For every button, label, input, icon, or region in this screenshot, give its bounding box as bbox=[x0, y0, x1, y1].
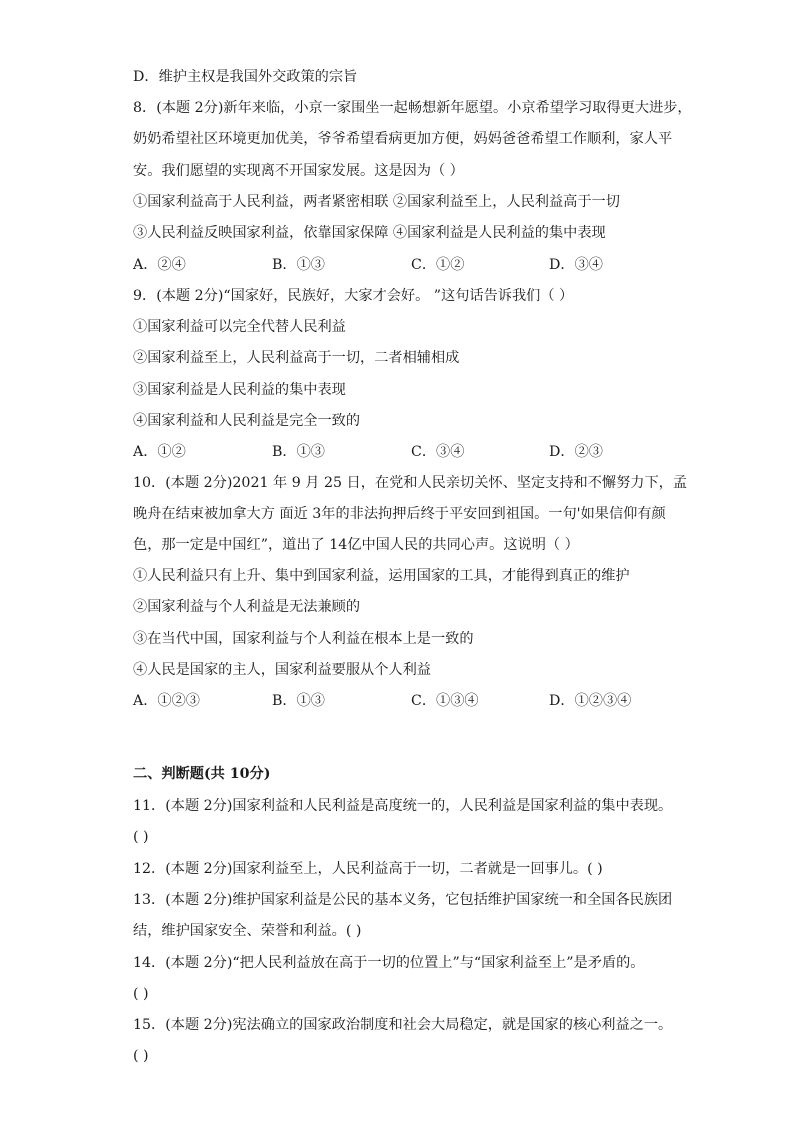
q8-stem-line-3: 安。我们愿望的实现离不开国家发展。这是因为（ ） bbox=[133, 163, 464, 179]
q10-option-b[interactable]: B．①③ bbox=[272, 693, 325, 709]
q9-options bbox=[133, 442, 673, 462]
q8-option-a[interactable]: A．②④ bbox=[133, 257, 186, 273]
q13-stem-line-2: 结，维护国家安全、荣誉和利益。( ) bbox=[133, 923, 362, 939]
section-heading-true-false: 二、判断题(共 10分) bbox=[133, 766, 271, 782]
q8-option-d[interactable]: D．③④ bbox=[549, 257, 603, 273]
q9-stem-line-1: 9．(本题 2分)“国家好，民族好，大家才会好。 ”这句话告诉我们（ ） bbox=[133, 288, 574, 304]
q13-stem-line-1: 13．(本题 2分)维护国家利益是公民的基本义务，它包括维护国家统一和全国各民族团 bbox=[133, 892, 673, 908]
q10-statement-1: ①人民利益只有上升、集中到国家利益，运用国家的工具，才能得到真正的维护 bbox=[133, 568, 630, 584]
q14-stem: 14．(本题 2分)“把人民利益放在高于一切的位置上”与“国家利益至上”是矛盾的。 bbox=[133, 955, 645, 971]
q10-option-a[interactable]: A．①②③ bbox=[133, 693, 200, 709]
q9-statement-2: ②国家利益至上，人民利益高于一切，二者相辅相成 bbox=[133, 350, 460, 366]
q9-statement-3: ③国家利益是人民利益的集中表现 bbox=[133, 382, 346, 398]
q8-statement-2: ③人民利益反映国家利益，依靠国家保障 ④国家利益是人民利益的集中表现 bbox=[133, 225, 606, 241]
q8-stem-line-1: 8．(本题 2分)新年来临，小京一家围坐一起畅想新年愿望。小京希望学习取得更大进步， bbox=[133, 100, 692, 116]
q10-option-c[interactable]: C．①③④ bbox=[411, 693, 479, 709]
q9-option-b[interactable]: B．①③ bbox=[272, 444, 325, 460]
q10-options bbox=[133, 691, 673, 711]
q9-option-d[interactable]: D．②③ bbox=[549, 444, 603, 460]
q14-answer-blank[interactable]: ( ) bbox=[133, 986, 149, 1002]
q15-stem: 15．(本题 2分)宪法确立的国家政治制度和社会大局稳定，就是国家的核心利益之一。 bbox=[133, 1017, 673, 1033]
q10-statement-4: ④人民是国家的主人，国家利益要服从个人利益 bbox=[133, 662, 431, 678]
q8-statement-1: ①国家利益高于人民利益，两者紧密相联 ②国家利益至上，人民利益高于一切 bbox=[133, 194, 620, 210]
q11-answer-blank[interactable]: ( ) bbox=[133, 829, 149, 845]
q9-option-a[interactable]: A．①② bbox=[133, 444, 186, 460]
q15-answer-blank[interactable]: ( ) bbox=[133, 1048, 149, 1064]
q10-stem-line-2: 晚舟在结束被加拿大方 面近 3年的非法拘押后终于平安回到祖国。一句'如果信仰有颜 bbox=[133, 506, 666, 522]
q10-stem-line-1: 10．(本题 2分)2021 年 9 月 25 日，在党和人民亲切关怀、坚定支持和不懈努力下，孟 bbox=[133, 475, 688, 491]
q11-stem: 11．(本题 2分)国家利益和人民利益是高度统一的，人民利益是国家利益的集中表现。 bbox=[133, 798, 673, 814]
q9-statement-4: ④国家利益和人民利益是完全一致的 bbox=[133, 413, 361, 429]
q9-statement-1: ①国家利益可以完全代替人民利益 bbox=[133, 319, 346, 335]
q10-stem-line-3: 色，那一定是中国红”，道出了 14亿中国人民的共同心声。这说明（ ） bbox=[133, 537, 579, 553]
q9-option-c[interactable]: C．③④ bbox=[411, 444, 465, 460]
q8-option-b[interactable]: B．①③ bbox=[272, 257, 325, 273]
q8-options bbox=[133, 255, 673, 275]
q10-statement-2: ②国家利益与个人利益是无法兼顾的 bbox=[133, 599, 361, 615]
q12-stem: 12．(本题 2分)国家利益至上，人民利益高于一切，二者就是一回事儿。( ) bbox=[133, 861, 603, 877]
q10-option-d[interactable]: D．①②③④ bbox=[549, 693, 632, 709]
q8-option-c[interactable]: C．①② bbox=[411, 257, 465, 273]
q8-stem-line-2: 奶奶希望社区环境更加优美，爷爷希望看病更加方便，妈妈爸爸希望工作顺利，家人平 bbox=[133, 131, 673, 147]
q10-statement-3: ③在当代中国，国家利益与个人利益在根本上是一致的 bbox=[133, 631, 474, 647]
q7-option-d: D．维护主权是我国外交政策的宗旨 bbox=[133, 69, 358, 85]
